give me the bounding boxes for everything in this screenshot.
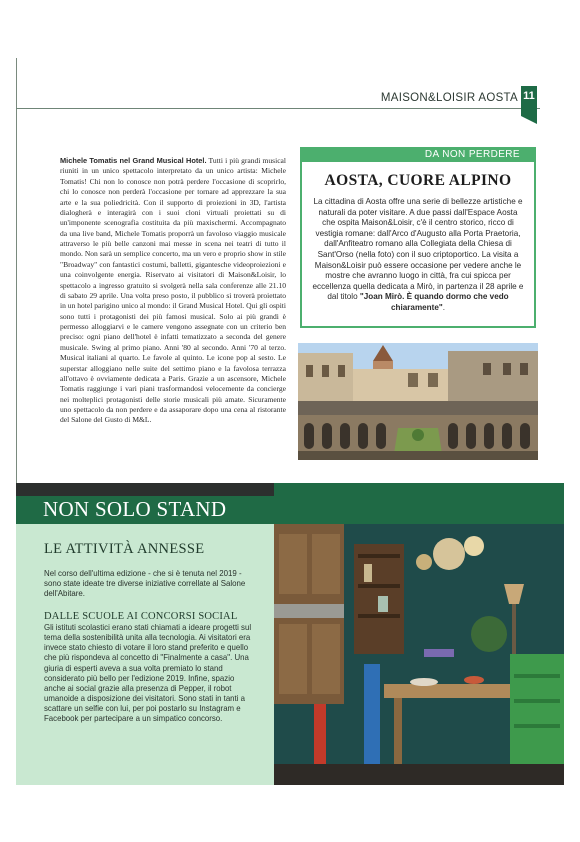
- section-subtitle: LE ATTIVITÀ ANNESSE: [44, 541, 205, 557]
- section-intro: Nel corso dell'ultima edizione - che si è tenuta nel 2019 - sono state ideate tre diverse iniziative correllate al Salone dell'Abitare.: [44, 569, 246, 599]
- running-header: MAISON&LOISIR AOSTA: [380, 92, 518, 104]
- header-rule: [16, 108, 540, 109]
- sidebar-box-label: DA NON PERDERE: [424, 149, 520, 160]
- sidebar-box-bar: [300, 147, 536, 162]
- sidebar-box-text-end: .: [442, 302, 445, 312]
- section-subheading: DALLE SCUOLE AI CONCORSI SOCIAL: [44, 611, 238, 622]
- sidebar-box-title: AOSTA, CUORE ALPINO: [324, 172, 512, 189]
- sidebar-box-text-bold: "Joan Mirò. È quando dormo che vedo chiaramente": [359, 292, 509, 312]
- sidebar-box-text-main: La cittadina di Aosta offre una serie di bellezze artistiche e naturali da poter visitare. A due passi dall'Espace Aosta che ospita Maison&Loisir, c'è il centro storico, ricco di vestigia romane: dall'Arco d'Augusto alla Porta Praetoria, dall'Anfiteatro romano alla Collegiata della Chiesa di Sant'Orso (nella foto) con il suo criptoportico. La visita a Maison&Loisir può essere occasione per vedere anche le mostre che avranno luogo in città, fra cui spicca per eccellenza quella dedicata a Mirò, in partenza il 28 aprile e dal titolo: [312, 197, 524, 302]
- page-number: 11: [523, 90, 535, 102]
- section-header-bar-right: [274, 483, 564, 524]
- cloister-photo: [298, 343, 538, 460]
- article-text: Tutti i più grandi musical riuniti in un unico spettacolo interpretato da un unico artista: Michele Tomatis! Chi non lo conosce non potrà perdere l'occasione di scoprirlo, chi lo conosce non perderà l'occasione per tornare ad apprezzare la sua arte e la sua poliedricità. Con il supporto di proiezioni in 3D, l'artista dialogherà e interagirà con i suoi cloni virtuali proiettati su di un'imponente scenografia costituita da più maxischermi. Accompagnato da una live band, Michele Tomatis proporrà un favoloso viaggio musicale attraverso le più belle canzoni mai messe in scena nei teatri di tutto il mondo. Non sarà un semplice concerto, ma un vero e proprio show in stile "Broadway" con fantastici costumi, balletti, gigantesche videoproiezioni e una coinvolgente energia. Riservato ai visitatori di Maison&Loisir, lo spettacolo a ingresso gratuito si svolgerà nella sala conferenze alle 21.10 di sabato 29 aprile. Una volta preso posto, il pubblico si troverà proiettato in un hotel parigino unico al mondo: il Grand Musical Hotel. Qui gli ospiti sono tutti i protagonisti dei più famosi musical. Solo ai più grandi è permesso alloggiarvi e le camere vengono assegnate con un criterio ben preciso: ogni piano dell'hotel è infatti tematizzato a seconda del genere musicale. Swing al primo piano. Anni '80 al secondo. Anni '70 al terzo. Musical italiani al quarto. Le favole al quinto. Le icone pop al sesto. Le superstar alloggiano nelle suite del settimo piano e la favolosa terrazza all'ottavo è ovviamente dedicata a Paris. Grazie a un ascensore, Michele Tomatis raggiunge i vari piani trasformandosi velocemente da concierge nei molteplici protagonisti delle storie musicali più amate. Sicuramente uno spettacolo da non perdere e da assaporare dopo una cena al ristorante del Salone del Gusto di M&L.: [60, 156, 287, 425]
- interior-photo: [274, 524, 564, 785]
- section-body: Gli istituti scolastici erano stati chiamati a ideare progetti sul tema della sostenibilità unita alla tecnologia. Ai visitatori era invece stato chiesto di votare il loro stand preferito e quello che più rispondeva al concetto di "Finalmente a casa". Una giuria di esperti aveva a sua volta premiato lo stand considerato più bello per l'edizione 2019. Infine, spazio anche ai social grazie alla presenza di Pepper, il robot umanoide a disposizione dei visitatori. Sono stati in tanti a scattare un selfie con lui, per poi postarlo su Instagram e Facebook per partecipare a un simpatico concorso.: [44, 623, 252, 724]
- sidebar-box-text: [312, 197, 524, 314]
- section-title: NON SOLO STAND: [43, 497, 227, 521]
- article-lead: Michele Tomatis nel Grand Musical Hotel.: [60, 156, 207, 165]
- article-body: [60, 156, 286, 426]
- section-top-band: [16, 483, 274, 496]
